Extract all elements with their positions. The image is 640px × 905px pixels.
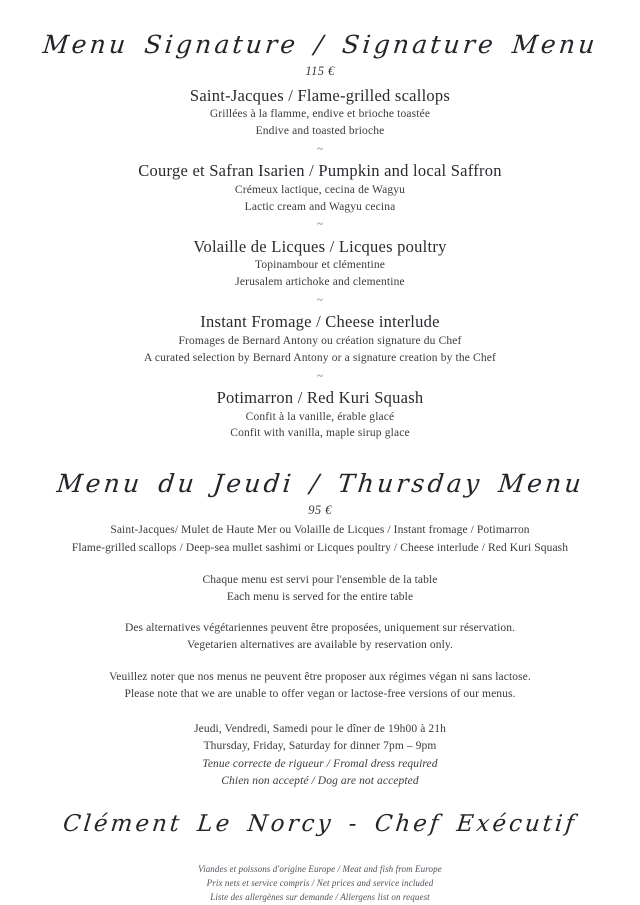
footer-allergens-note: Liste des allergènes sur demande / Allergens list on request xyxy=(210,892,430,903)
note-table-service-fr: Chaque menu est servi pour l'ensemble de la table xyxy=(202,573,438,586)
course-item xyxy=(0,388,640,442)
course-title: Courge et Safran Isarien / Pumpkin and local Saffron xyxy=(138,161,502,181)
course-title: Potimarron / Red Kuri Squash xyxy=(216,388,424,408)
course-separator: ~ xyxy=(317,369,323,382)
course-title: Saint-Jacques / Flame-grilled scallops xyxy=(189,85,451,105)
course-description-fr: Grillées à la flamme, endive et brioche toastée xyxy=(209,108,431,121)
course-separator: ~ xyxy=(317,218,323,231)
course-description-en: Lactic cream and Wagyu cecina xyxy=(244,200,396,213)
course-description-en: Endive and toasted brioche xyxy=(255,124,385,137)
footer-price-note: Prix nets et service compris / Net prices and service included xyxy=(206,878,434,889)
note-vegan-lactose-en: Please note that we are unable to offer vegan or lactose-free versions of our menus. xyxy=(124,688,516,701)
course-description-en: A curated selection by Bernard Antony or a signature creation by the Chef xyxy=(143,351,496,364)
dress-code: Tenue correcte de rigueur / Fromal dress required xyxy=(202,757,438,770)
course-separator: ~ xyxy=(317,293,323,306)
thursday-menu-heading: Menu du Jeudi / Thursday Menu xyxy=(55,468,585,498)
signature-menu-heading: Menu Signature / Signature Menu xyxy=(41,29,599,59)
course-item xyxy=(0,161,640,215)
chef-signature: Clément Le Norcy - Chef Exécutif xyxy=(61,810,579,837)
thursday-menu-price: 95 € xyxy=(308,502,332,517)
pets-policy: Chien non accepté / Dog are not accepted xyxy=(221,774,419,787)
course-item xyxy=(0,86,640,140)
course-item xyxy=(0,237,640,291)
note-vegan-lactose-fr: Veuillez noter que nos menus ne peuvent être proposer aux régimes végan ni sans lactose. xyxy=(109,670,531,683)
course-item xyxy=(0,312,640,366)
note-vegetarian-fr: Des alternatives végétariennes peuvent être proposées, uniquement sur réservation. xyxy=(124,622,516,635)
signature-menu-price: 115 € xyxy=(305,64,335,79)
course-description-fr: Confit à la vanille, érable glacé xyxy=(245,410,395,423)
note-table-service-en: Each menu is served for the entire table xyxy=(226,590,414,603)
course-description-fr: Crémeux lactique, cecina de Wagyu xyxy=(234,183,406,196)
footer-origin-note: Viandes et poissons d'origine Europe / Meat and fish from Europe xyxy=(198,864,442,875)
course-title: Instant Fromage / Cheese interlude xyxy=(200,312,440,332)
service-hours-en: Thursday, Friday, Saturday for dinner 7pm – 9pm xyxy=(203,740,437,753)
course-title: Volaille de Licques / Licques poultry xyxy=(193,236,447,256)
course-description-fr: Fromages de Bernard Antony ou création signature du Chef xyxy=(178,335,462,348)
thursday-menu-line-en: Flame-grilled scallops / Deep-sea mullet sashimi or Licques poultry / Cheese interlude / Red Kuri Squash xyxy=(71,541,569,554)
course-description-fr: Topinambour et clémentine xyxy=(254,259,386,272)
course-description-en: Jerusalem artichoke and clementine xyxy=(235,276,405,289)
course-description-en: Confit with vanilla, maple sirup glace xyxy=(230,427,410,440)
note-vegetarian-en: Vegetarien alternatives are available by reservation only. xyxy=(187,639,453,652)
service-hours-fr: Jeudi, Vendredi, Samedi pour le dîner de 19h00 à 21h xyxy=(194,723,446,736)
thursday-menu-line-fr: Saint-Jacques/ Mulet de Haute Mer ou Volaille de Licques / Instant fromage / Potimarron xyxy=(110,524,530,537)
course-separator: ~ xyxy=(317,142,323,155)
